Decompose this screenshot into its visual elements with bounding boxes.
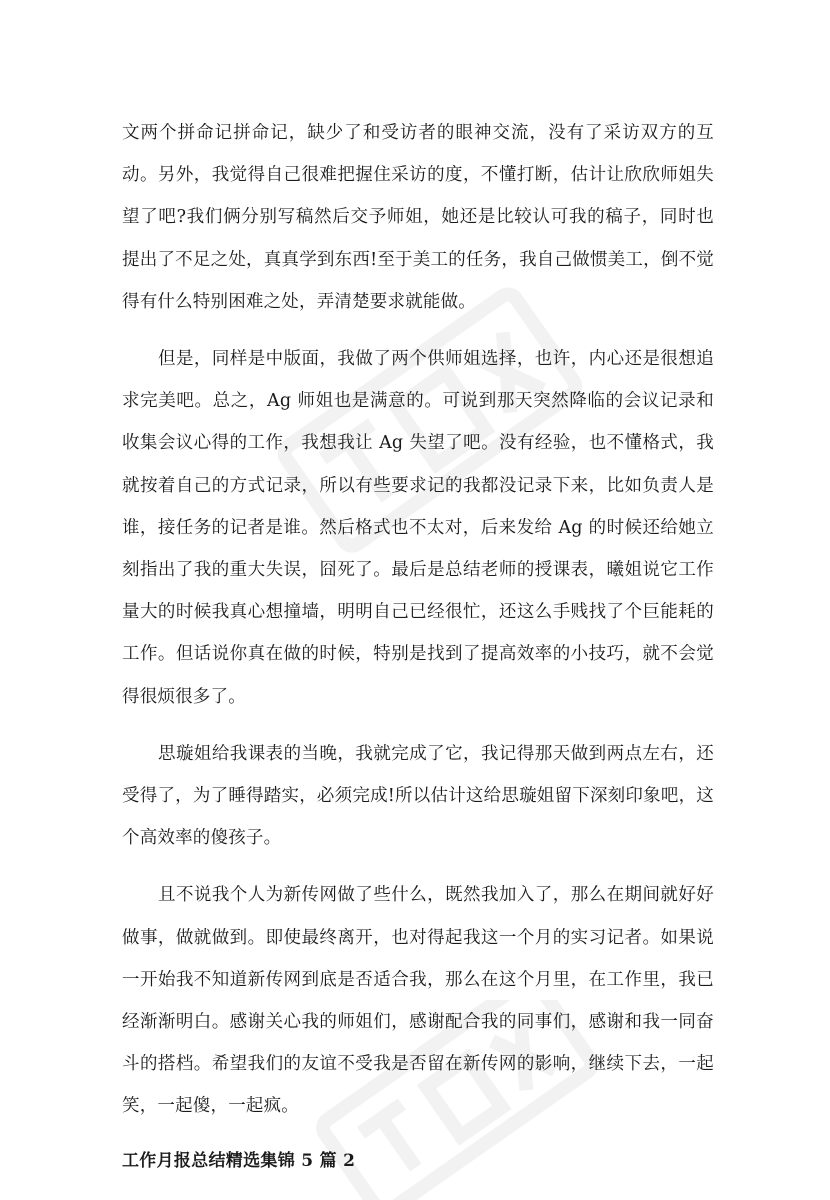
paragraph: 思璇姐给我课表的当晚，我就完成了它，我记得那天做到两点左右，还受得了，为了睡得踏实，必须完成!所以估计这给思璇姐留下深刻印象吧，这个高效率的傻孩子。 <box>122 743 714 849</box>
paragraph: 文两个拼命记拼命记，缺少了和受访者的眼神交流，没有了采访双方的互动。另外，我觉得自己很难把握住采访的度，不懂打断，估计让欣欣师姐失望了吧?我们俩分别写稿然后交予师姐，她还是比较认可我的稿子，同时也提出了不足之处，真真学到东西!至于美工的任务，我自己做惯美工，倒不觉得有什么特别困难之处，弄清楚要求就能做。 <box>122 123 714 312</box>
section-title: 工作月报总结精选集锦 5 篇 2 <box>122 1150 356 1171</box>
document-body <box>122 112 714 1179</box>
paragraph: 但是，同样是中版面，我做了两个供师姐选择，也许，内心还是很想追求完美吧。总之，Ag 师姐也是满意的。可说到那天突然降临的会议记录和收集会议心得的工作，我想我让 Ag 失望了吧。没有经验，也不懂格式，我就按着自己的方式记录，所以有些要求记的我都没记录下来，比如负责人是谁，接任务的记者是谁。然后格式也不太对，后来发给 Ag 的时候还给她立刻指出了我的重大失误，囧死了。最后是总结老师的授课表，曦姐说它工作量大的时候我真心想撞墙，明明自己已经很忙，还这么手贱找了个巨能耗的工作。但话说你真在做的时候，特别是找到了提高效率的小技巧，就不会觉得很烦很多了。 <box>122 349 714 707</box>
paragraph: 且不说我个人为新传网做了些什么，既然我加入了，那么在期间就好好做事，做就做到。即使最终离开，也对得起我这一个月的实习记者。如果说一开始我不知道新传网到底是否适合我，那么在这个月里，在工作里，我已经渐渐明白。感谢关心我的师姐们，感谢配合我的同事们，感谢和我一同奋斗的搭档。希望我们的友谊不受我是否留在新传网的影响，继续下去，一起笑，一起傻，一起疯。 <box>122 885 714 1117</box>
